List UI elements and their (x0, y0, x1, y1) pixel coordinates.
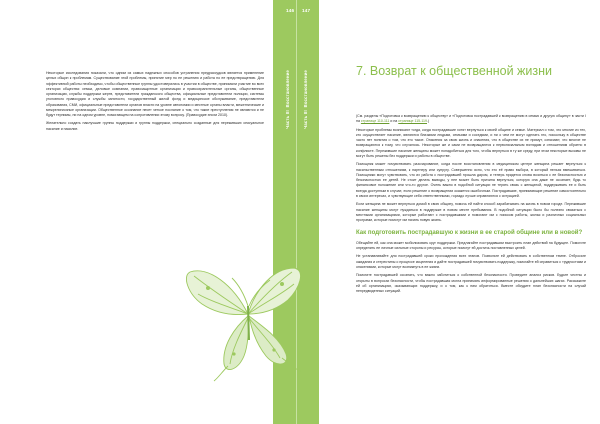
intro-paragraph (356, 114, 586, 125)
intro-text-2: и на (389, 119, 399, 124)
left-paragraph-2: Желательно создать наилучшие группы поддержки и группы поддержки, специально созданные для переживших сексуальное насилие и насилие. (46, 121, 264, 131)
intro-text-1: (См. разделы «Подготовка к возвращению к обществу» и «Подготовка пострадавшей к возвращению в семью и другую общину» в части I на (356, 114, 586, 124)
page-link-2[interactable]: странице 115-119 (398, 119, 427, 124)
right-paragraph-2: Помощник может почувствовать разочарование, когда после восстановления в медицинском центре женщина решает вернуться к насильственным отношениям, к партнеру или супругу. Совершенно ясно, что это её право выбора, в который нельзя вмешиваться. Помощники могут чувствовать, что их работа с пострадавшей прошла даром, и теперь придется снова возиться с ее безопасностью и безопасностью ее детей. Не стоит делать выводы, у нее может быть причина вернуться, которую она даже не осознает, будь то финансовое положение или что-то другое. Очень важно в подобной ситуации не терять связь с женщиной, поддерживать ее и быть всегда доступным в случае, если решение о возвращении окажется ошибочным. Пострадавшие, принимающие решение самостоятельно в своих интересах, и чувствующие себя ответственными, гораздо лучше справляются с ситуацией. (356, 162, 586, 198)
section-subheading: Как подготовить пострадавшую к жизни в ее старой общине или в новой? (356, 229, 583, 237)
spine-label-right-sub: Восстановление (303, 70, 308, 108)
page-link-1[interactable]: странице 110-111 (360, 119, 390, 124)
right-paragraph-3: Если женщина не может вернуться домой в свою общину, помочь ей найти способ зарабатывать на жизнь в новом городе. Пережившие насилие женщины могут нуждаться в поддержке в новом месте пребывания. В подобной ситуации было бы полезно связаться с местными организациями, которые работают с пострадавшими и помогают им с поиском работы, жилья и различных социальных программ, которые помогут им начать новую жизнь. (356, 202, 586, 223)
butterfly-illustration-icon (178, 254, 314, 382)
page-number-left: 146 (286, 8, 295, 13)
right-paragraph-5: Не устанавливайте для пострадавшей сроки прохождения всех этапов. Позвольте ей действовать в собственном темпе. Отбросьте ожидания и стереотипы о процессе исцеления и дайте пострадавшей почувствовать поддержку, помогайте ей справиться с трудностями и опасениями, которые могут возникнуть в ее жизни. (356, 254, 586, 269)
right-paragraph-1: Некоторые проблемы возникают тогда, когда пострадавшие хотят вернуться к своей общине и семье. Материал о том, что многие из тех, кто осуществляет насилие, являются близкими людьми, семьями и соседями, и ни о чем не могут сделать это, поскольку в обществе часто нет понятия о том, что это такое. Опасения за свою жизнь и опасения, что в обществе их не примут, означают, что многие не возвращаются к тому, что случилось. Некоторые же и сами не возвращаются к первоначальным взглядам и отношениям обратно в конфликте. Пережившие насилие женщины может понадобиться для того, чтобы вернуться в ту же среду, при этом некоторые вызовы не могут быть решены без поддержки и работы в обществе. (356, 127, 586, 158)
chapter-title: 7. Возврат к общественной жизни (356, 64, 552, 78)
page-number-right: 147 (302, 8, 311, 13)
left-paragraph-1: Некоторые исследования показали, что одним из самых надежных способов устранения предрассудков является применение целых общин к проблемам. Существование этой проблемы, принятие мер по ее решению и работа по ее предотвращению. Для эффективной работы необходимо, чтобы общественные группы удостоверились в участии в обществе, принимали участие во всех секторах общества: семьи, деловые компании, правозащитные организации и правоохранительные органы, общественные организации, службы поддержки жертв, представители гражданского общества, официальные представители полиции, системы уголовного правосудия и службы занятости, государственный жилой фонд и медицинское обслуживание, представители образования, СМИ, официальные представители органов власти на уровне автономии и местные органы власти, межэтнические и межрелигиозные организации. Общественное осознание несет четкое послание о том, что такие преступления не являются и не будут терпимы, ни на одном уровне, помогающем на сопротивлении этому вопросу. (Правосудие эпохи 2010). (46, 71, 264, 117)
right-paragraph-4: Обещайте ей, как она может мобилизовать круг поддержки. Предлагайте пострадавшим выстроить план действий на будущее. Помогите определить ее личные сильные стороны и ресурсы, которые помогут ей достичь поставленных целей. (356, 240, 586, 250)
left-page-body (46, 71, 264, 135)
spine-label-left (285, 70, 290, 129)
spine-label-right-title: Часть III (303, 110, 308, 129)
spine-label-right (303, 70, 308, 129)
right-page-body (356, 114, 586, 298)
spine-label-left-sub: Восстановление (285, 70, 290, 108)
intro-text-3: .) (427, 119, 430, 124)
spine-label-left-title: Часть III (285, 110, 290, 129)
right-paragraph-6: Помогите пострадавшей осознать, что важно заботиться о собственной безопасности. Проведите анализ рисков. Будьте честны и открыты в вопросах безопасности, чтобы пострадавшая могла принимать информированные решения о дальнейших шагах. Расскажите ей об организациях, оказывающих поддержку, и о том, как к ним обратиться. Вместе обсудите план безопасности на случай непредвиденных ситуаций. (356, 273, 586, 294)
